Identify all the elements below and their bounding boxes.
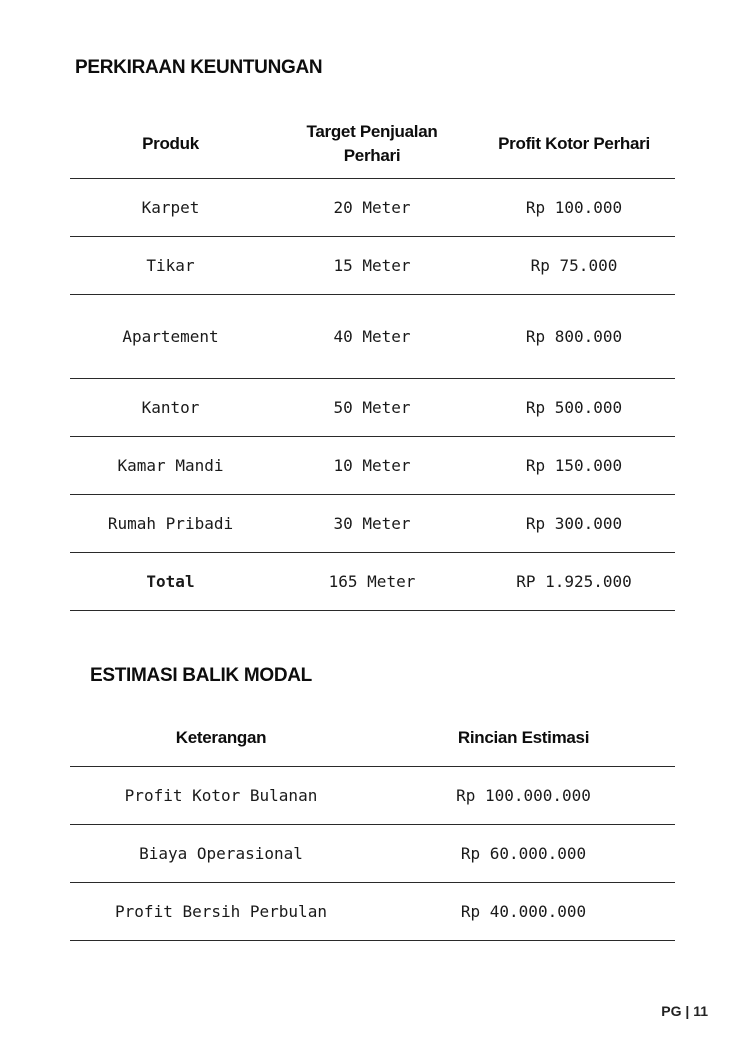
product-cell: Kamar Mandi	[70, 437, 271, 495]
table-total-row	[70, 553, 675, 611]
section-title-perkiraan-keuntungan: PERKIRAAN KEUNTUNGAN	[75, 57, 323, 78]
description-cell: Biaya Operasional	[70, 825, 372, 883]
table-row	[70, 179, 675, 237]
table-header-row	[70, 709, 675, 767]
total-label-cell: Total	[70, 553, 271, 611]
table-row	[70, 883, 675, 941]
profit-cell: Rp 300.000	[473, 495, 675, 553]
section-title-estimasi-balik-modal: ESTIMASI BALIK MODAL	[90, 665, 312, 686]
table-row	[70, 295, 675, 379]
table-row	[70, 767, 675, 825]
product-cell: Karpet	[70, 179, 271, 237]
description-cell: Profit Kotor Bulanan	[70, 767, 372, 825]
estimate-cell: Rp 40.000.000	[372, 883, 675, 941]
product-cell: Rumah Pribadi	[70, 495, 271, 553]
table-row	[70, 379, 675, 437]
product-cell: Tikar	[70, 237, 271, 295]
table-row	[70, 437, 675, 495]
total-profit-cell: RP 1.925.000	[473, 553, 675, 611]
product-cell: Apartement	[70, 295, 271, 379]
profit-cell: Rp 100.000	[473, 179, 675, 237]
page-number: PG | 11	[661, 1003, 708, 1019]
estimate-cell: Rp 60.000.000	[372, 825, 675, 883]
profit-cell: Rp 75.000	[473, 237, 675, 295]
target-cell: 20 Meter	[271, 179, 473, 237]
table-row	[70, 825, 675, 883]
column-header-produk: Produk	[142, 133, 199, 153]
profit-estimate-table	[70, 109, 675, 611]
payback-estimate-table	[70, 709, 675, 941]
profit-cell: Rp 150.000	[473, 437, 675, 495]
column-header-keterangan: Keterangan	[175, 727, 267, 747]
estimate-cell: Rp 100.000.000	[372, 767, 675, 825]
target-cell: 40 Meter	[271, 295, 473, 379]
profit-cell: Rp 500.000	[473, 379, 675, 437]
column-header-rincian-estimasi: Rincian Estimasi	[457, 727, 590, 747]
product-cell: Kantor	[70, 379, 271, 437]
target-cell: 15 Meter	[271, 237, 473, 295]
table-header-row	[70, 109, 675, 179]
target-cell: 50 Meter	[271, 379, 473, 437]
column-header-target-penjualan: Target Penjualan Perhari	[306, 121, 438, 165]
total-target-cell: 165 Meter	[271, 553, 473, 611]
target-cell: 10 Meter	[271, 437, 473, 495]
column-header-profit-kotor: Profit Kotor Perhari	[498, 133, 650, 153]
target-cell: 30 Meter	[271, 495, 473, 553]
table-row	[70, 237, 675, 295]
profit-cell: Rp 800.000	[473, 295, 675, 379]
table-row	[70, 495, 675, 553]
description-cell: Profit Bersih Perbulan	[70, 883, 372, 941]
